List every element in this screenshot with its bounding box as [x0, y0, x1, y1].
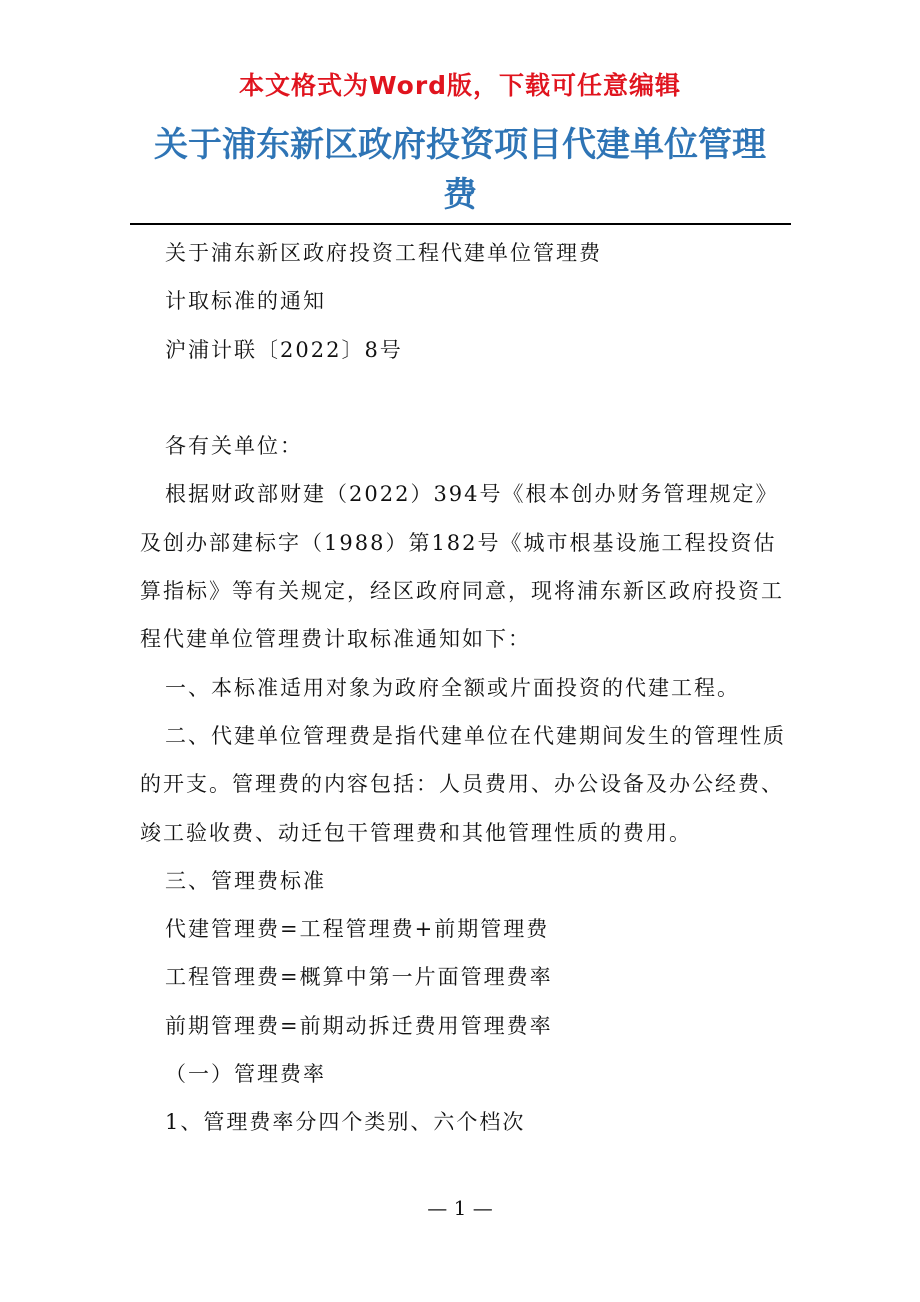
page-number: — 1 —: [427, 1196, 493, 1220]
paragraph-basis: 根据财政部财建（2022）394号《根本创办财务管理规定》及创办部建标字（1988）第182号《城市根基设施工程投资估算指标》等有关规定，经区政府同意，现将浦东新区政府投资工程代建单位管理费计取标准通知如下：: [140, 482, 784, 652]
paragraph-item-3-heading: 三、管理费标准: [165, 868, 326, 893]
document-title-line-2: 费: [443, 175, 477, 215]
notice-title-line-1: 关于浦东新区政府投资工程代建单位管理费: [165, 241, 602, 265]
formula-agency-fee: 代建管理费=工程管理费+前期管理费: [165, 917, 550, 942]
paragraph-item-1: 一、本标准适用对象为政府全额或片面投资的代建工程。: [165, 675, 740, 700]
document-body: [140, 229, 790, 1147]
rate-categories-line: 1、管理费率分四个类别、六个档次: [165, 1110, 526, 1135]
paragraph-item-2: 二、代建单位管理费是指代建单位在代建期间发生的管理性质的开支。管理费的内容包括：人员费用、办公设备及办公经费、竣工验收费、动迁包干管理费和其他管理性质的费用。: [140, 723, 786, 845]
subsection-heading-rate: （一）管理费率: [165, 1062, 326, 1087]
formula-project-fee: 工程管理费=概算中第一片面管理费率: [165, 965, 553, 990]
document-title-line-1: 关于浦东新区政府投资项目代建单位管理: [154, 125, 766, 165]
download-banner: 本文格式为Word版，下载可任意编辑: [238, 71, 682, 100]
formula-preliminary-fee: 前期管理费=前期动拆迁费用管理费率: [165, 1013, 553, 1038]
notice-title-line-2: 计取标准的通知: [165, 289, 326, 314]
document-title: [0, 120, 920, 220]
salutation: 各有关单位：: [165, 434, 303, 459]
blank-line: [140, 374, 790, 422]
document-number: 沪浦计联〔2022〕8号: [165, 337, 403, 362]
title-divider: [130, 223, 791, 225]
